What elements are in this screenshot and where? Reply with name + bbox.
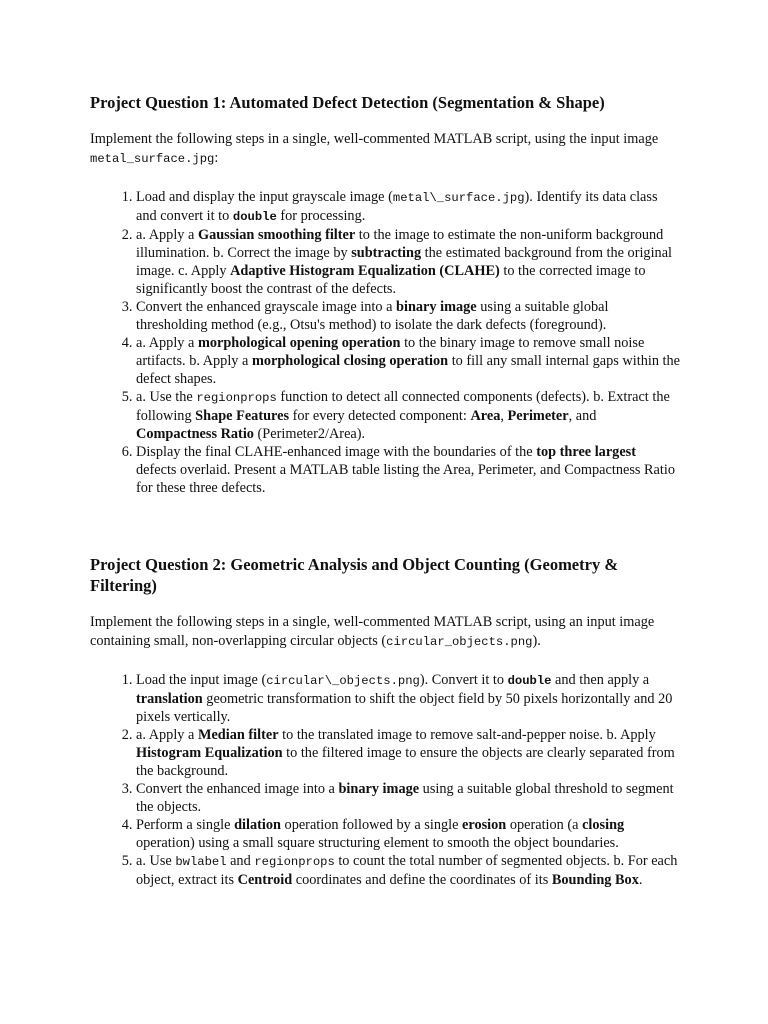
list-item: 2. a. Apply a Gaussian smoothing filter to the image to estimate the non-uniform background illumination. b. Correct the image by subtracting the estimated background from the original image. c. Apply Adaptive Histogram Equalization (CLAHE) to the corrected image to significantly boost the contrast of the defects. [136, 226, 680, 298]
q1-intro: Implement the following steps in a single, well-commented MATLAB script, using the input image metal_surface.jpg: [90, 131, 659, 166]
list-item: 3. Convert the enhanced image into a binary image using a suitable global threshold to segment the objects. [136, 780, 680, 816]
q2-intro: Implement the following steps in a single, well-commented MATLAB script, using an input image containing small, non-overlapping circular objects (circular_objects.png). [90, 614, 655, 649]
list-item: 1. Load and display the input grayscale image (metal\_surface.jpg). Identify its data class and convert it to double for processing. [136, 188, 680, 226]
q1-steps-list [90, 188, 680, 497]
list-item: 4. a. Apply a morphological opening operation to the binary image to remove small noise artifacts. b. Apply a morphological closing operation to fill any small internal gaps within the defect shapes. [136, 334, 680, 388]
q2-steps-list [90, 671, 680, 889]
q1-heading: Project Question 1: Automated Defect Detection (Segmentation & Shape) [90, 93, 605, 112]
list-item: 5. a. Use the regionprops function to detect all connected components (defects). b. Extract the following Shape Features for every detected component: Area, Perimeter, and Compactness Ratio (Perimeter2/Area). [136, 388, 680, 443]
list-item: 1. Load the input image (circular\_objects.png). Convert it to double and then apply a translation geometric transformation to shift the object field by 50 pixels horizontally and 20 pixels vertically. [136, 671, 680, 726]
list-item: 5. a. Use bwlabel and regionprops to count the total number of segmented objects. b. For each object, extract its Centroid coordinates and define the coordinates of its Bounding Box. [136, 852, 680, 889]
list-item: 6. Display the final CLAHE-enhanced image with the boundaries of the top three largest defects overlaid. Present a MATLAB table listing the Area, Perimeter, and Compactness Ratio for these three defects. [136, 443, 680, 497]
list-item: 3. Convert the enhanced grayscale image into a binary image using a suitable global thresholding method (e.g., Otsu's method) to isolate the dark defects (foreground). [136, 298, 680, 334]
list-item: 4. Perform a single dilation operation followed by a single erosion operation (a closing operation) using a small square structuring element to smooth the object boundaries. [136, 816, 680, 852]
document-page [90, 92, 680, 889]
list-item: 2. a. Apply a Median filter to the translated image to remove salt-and-pepper noise. b. Apply Histogram Equalization to the filtered image to ensure the objects are clearly separated from the background. [136, 726, 680, 780]
q2-heading: Project Question 2: Geometric Analysis and Object Counting (Geometry & Filtering) [90, 555, 619, 595]
